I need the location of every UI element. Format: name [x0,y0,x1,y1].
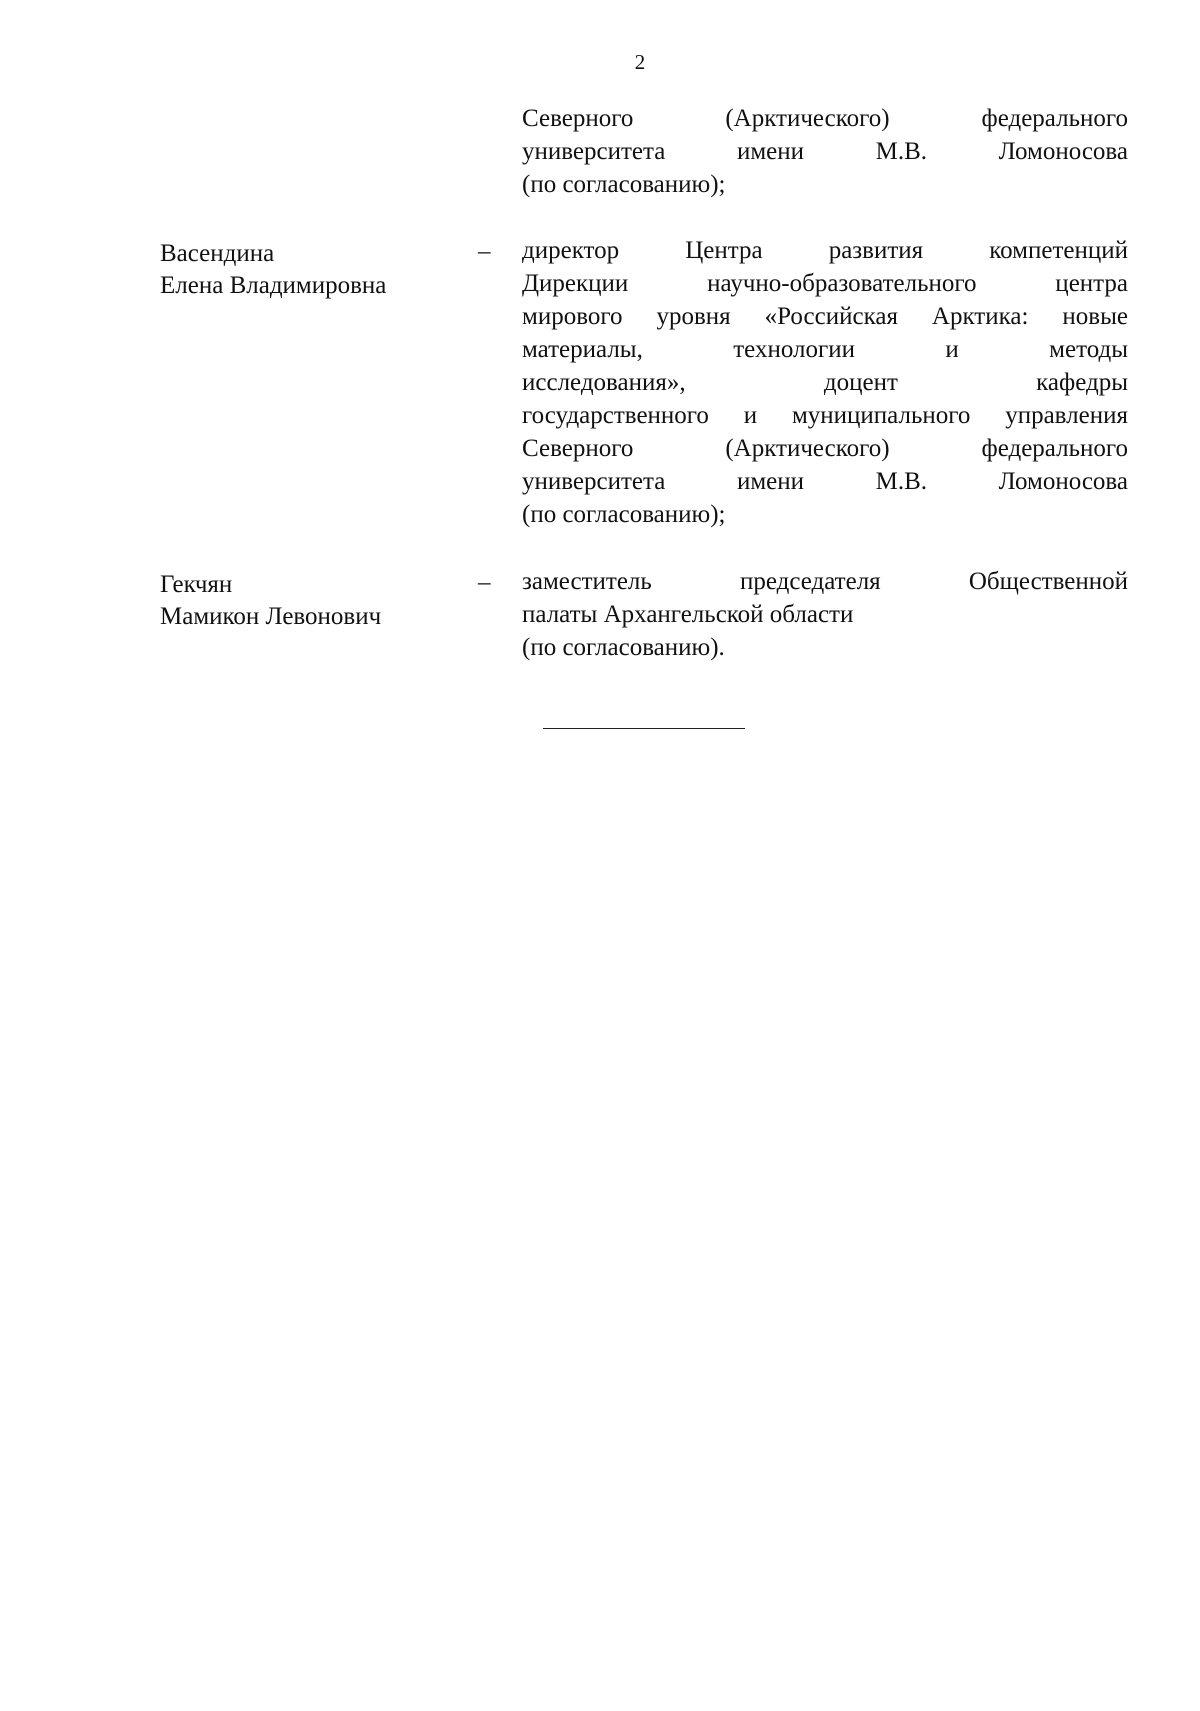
description-line: государственного и муниципального управления [522,402,1128,429]
description-line: директор Центра развития компетенций [522,237,1128,264]
member-name [160,569,460,633]
description-line: исследования», доцент кафедры [522,369,1128,396]
description-line: Дирекции научно-образовательного центра [522,270,1128,297]
description-line: заместитель председателя Общественной [522,568,1128,595]
member-surname: Гекчян [160,571,233,598]
member-given-names: Елена Владимировна [160,272,387,299]
member-surname: Васендина [160,240,275,267]
description-line: университета имени М.В. Ломоносова [522,468,1128,495]
page-number: 2 [634,50,646,74]
member-name [160,238,460,302]
description-line: (по согласованию); [522,171,726,198]
member-given-names: Мамикон Левонович [160,603,382,630]
description-line: (по согласованию). [522,634,725,661]
description-line: палаты Архангельской области [522,601,854,628]
separator-dash: – [478,569,491,596]
description-line: Северного (Арктического) федерального [522,105,1128,132]
description-line: мирового уровня «Российская Арктика: новые [522,303,1128,330]
continued-description [522,102,1128,201]
description-line: (по согласованию); [522,501,726,528]
member-description [522,565,1128,664]
description-line: материалы, технологии и методы [522,336,1128,363]
description-line: Северного (Арктического) федерального [522,435,1128,462]
closing-divider-line [543,728,745,729]
member-description [522,234,1128,531]
description-line: университета имени М.В. Ломоносова [522,138,1128,165]
separator-dash: – [478,238,491,265]
